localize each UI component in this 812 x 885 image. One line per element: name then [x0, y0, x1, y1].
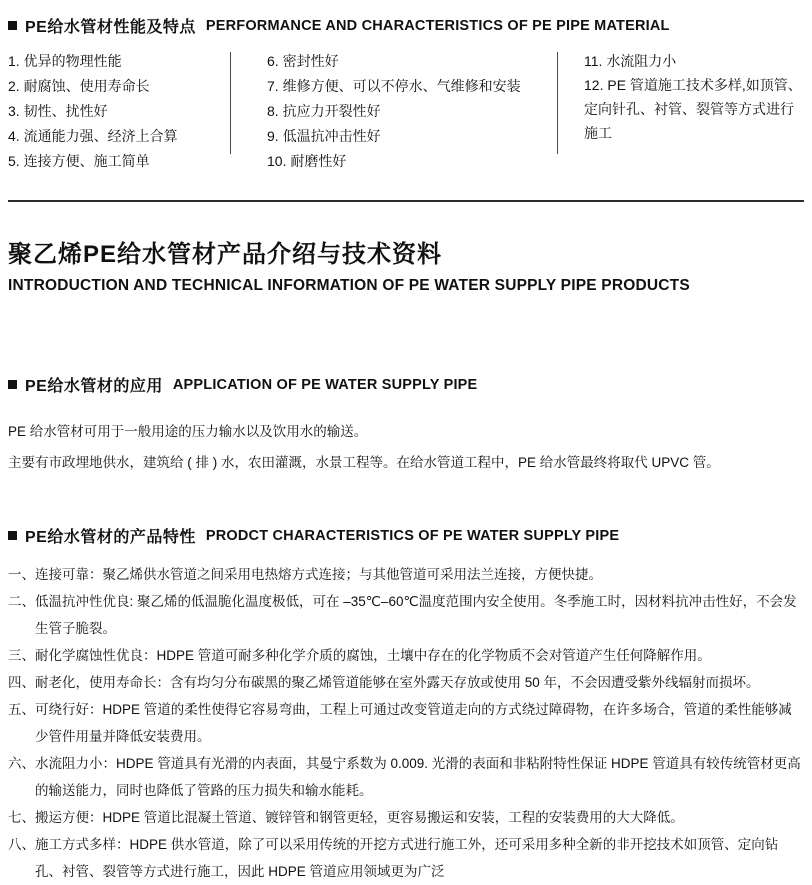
feature-item: 2. 耐腐蚀、使用寿命长	[8, 78, 150, 94]
characteristic-item: 二、低温抗冲性优良: 聚乙烯的低温脆化温度极低，可在 –35℃–60℃温度范围内安全使用。冬季施工时，因材料抗冲击性好，不会发生管子脆裂。	[8, 594, 797, 636]
characteristic-item: 一、连接可靠：聚乙烯供水管道之间采用电热熔方式连接；与其他管道可采用法兰连接，方便快捷。	[8, 567, 602, 582]
feature-column-1	[8, 49, 230, 174]
feature-item: 6. 密封性好	[267, 53, 339, 69]
square-bullet-icon	[8, 21, 17, 30]
feature-item: 3. 韧性、扰性好	[8, 103, 108, 119]
square-bullet-icon	[8, 380, 17, 389]
feature-item: 4. 流通能力强、经济上合算	[8, 128, 178, 144]
section-characteristics-heading	[8, 524, 804, 547]
characteristic-item: 五、可绕行好：HDPE 管道的柔性使得它容易弯曲，工程上可通过改变管道走向的方式绕过障碍物，在许多场合，管道的柔性能够减少管件用量并降低安装费用。	[8, 702, 792, 744]
application-paragraphs	[8, 416, 804, 478]
feature-item: 11. 水流阻力小	[584, 53, 677, 69]
feature-column-2	[231, 49, 557, 174]
application-paragraph: PE 给水管材可用于一般用途的压力输水以及饮用水的输送。	[8, 424, 368, 439]
characteristic-item: 八、施工方式多样：HDPE 供水管道，除了可以采用传统的开挖方式进行施工外，还可采用多种全新的非开挖技术如顶管、定向钻孔、衬管、裂管等方式进行施工，因此 HDPE 管道应用领域更为广泛	[8, 837, 779, 879]
characteristic-item: 四、耐老化，使用寿命长：含有均匀分布碳黑的聚乙烯管道能够在室外露天存放或使用 50 年，不会因遭受紫外线辐射而损坏。	[8, 675, 760, 690]
feature-item: 9. 低温抗冲击性好	[267, 128, 381, 144]
section-characteristics-title-en: PRODCT CHARACTERISTICS OF PE WATER SUPPLY PIPE	[205, 527, 620, 544]
characteristic-item: 七、搬运方便：HDPE 管道比混凝土管道、镀锌管和钢管更轻，更容易搬运和安装，工程的安装费用的大大降低。	[8, 810, 684, 825]
application-paragraph: 主要有市政埋地供水，建筑给 ( 排 ) 水，农田灌溉，水景工程等。在给水管道工程中，PE 给水管最终将取代 UPVC 管。	[8, 455, 720, 470]
section-application-title-zh: PE给水管材的应用	[25, 378, 163, 395]
main-title-en: INTRODUCTION AND TECHNICAL INFORMATION OF PE WATER SUPPLY PIPE PRODUCTS	[8, 277, 690, 294]
feature-item: 10. 耐磨性好	[267, 153, 347, 169]
feature-item: 8. 抗应力开裂性好	[267, 103, 381, 119]
section-characteristics-title-zh: PE给水管材的产品特性	[25, 529, 196, 546]
characteristics-list	[8, 561, 804, 885]
horizontal-rule	[8, 200, 804, 202]
main-title-zh: 聚乙烯PE给水管材产品介绍与技术资料	[8, 241, 443, 268]
feature-item: 5. 连接方便、施工简单	[8, 153, 150, 169]
characteristic-item: 六、水流阻力小：HDPE 管道具有光滑的内表面，其曼宁系数为 0.009. 光滑的表面和非粘附特性保证 HDPE 管道具有较传统管材更高的输送能力，同时也降低了管路的压力损失和输水能耗。	[8, 756, 801, 798]
section-application-heading	[8, 373, 804, 396]
section-performance-title-en: PERFORMANCE AND CHARACTERISTICS OF PE PIPE MATERIAL	[205, 17, 670, 34]
feature-item: 12. PE 管道施工技术多样,如顶管、定向针孔、衬管、裂管等方式进行施工	[584, 77, 802, 141]
feature-item: 7. 维修方便、可以不停水、气维修和安装	[267, 78, 521, 94]
feature-item: 1. 优异的物理性能	[8, 53, 122, 69]
feature-column-3	[558, 49, 804, 174]
characteristic-item: 三、耐化学腐蚀性优良：HDPE 管道可耐多种化学介质的腐蚀，土壤中存在的化学物质不会对管道产生任何降解作用。	[8, 648, 711, 663]
section-performance-heading	[8, 14, 804, 37]
section-performance-title-zh: PE给水管材性能及特点	[25, 19, 196, 36]
square-bullet-icon	[8, 531, 17, 540]
feature-columns	[8, 49, 804, 174]
section-application-title-en: APPLICATION OF PE WATER SUPPLY PIPE	[172, 376, 478, 393]
